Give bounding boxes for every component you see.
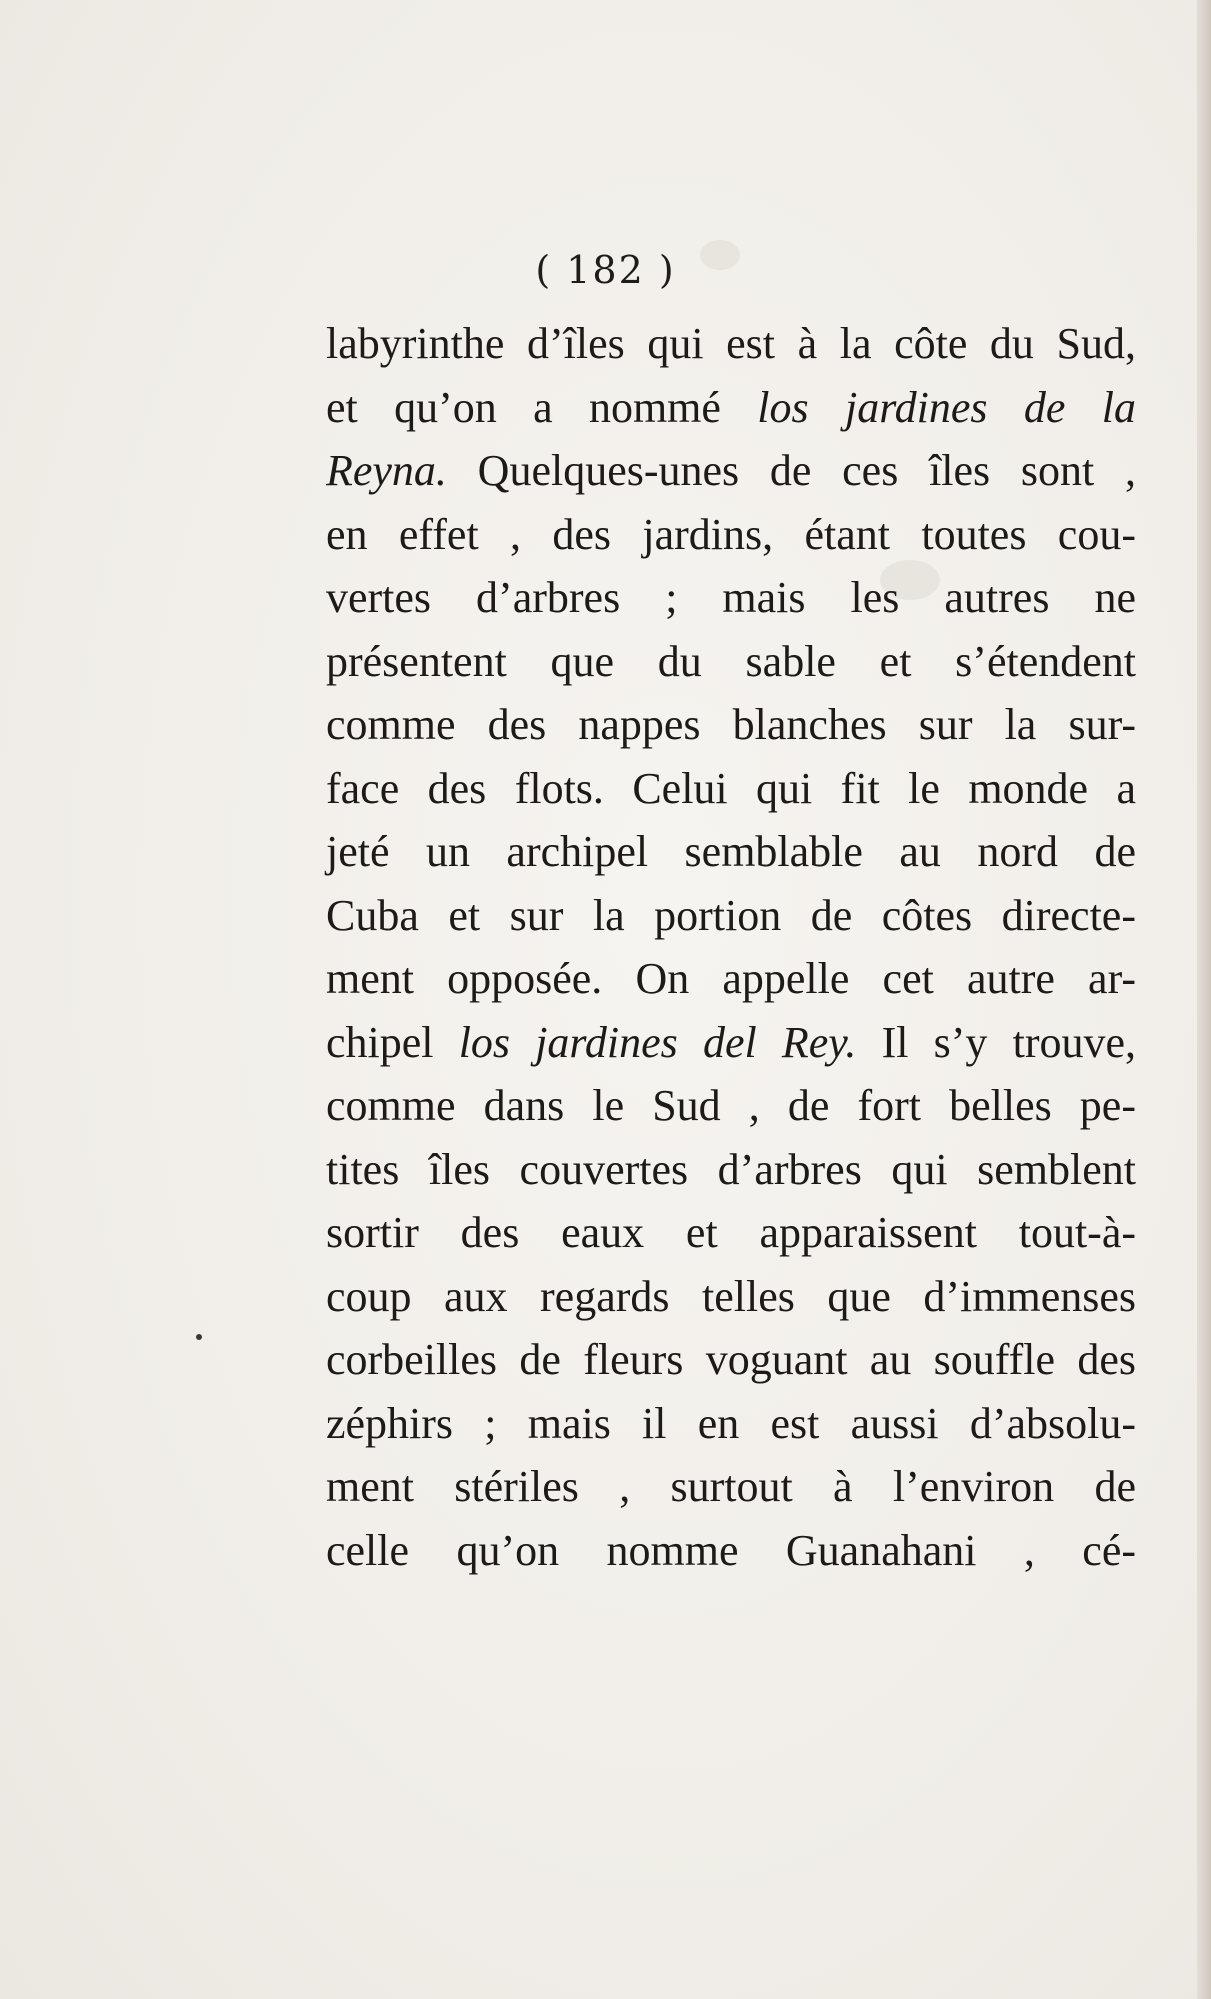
text-segment: Cuba et sur la portion de côtes directe- bbox=[326, 890, 1136, 940]
text-segment: comme des nappes blanches sur la sur- bbox=[326, 700, 1136, 749]
text-line bbox=[326, 1328, 1136, 1392]
text-line bbox=[326, 820, 1136, 884]
text-segment: vertes d’arbres ; mais les autres ne bbox=[326, 573, 1136, 622]
text-line bbox=[326, 693, 1136, 757]
text-segment: et qu’on a nommé bbox=[326, 382, 758, 432]
text-line bbox=[326, 439, 1136, 503]
text-line bbox=[326, 503, 1136, 567]
italic-text-segment: los jardines de la bbox=[757, 382, 1136, 432]
text-line bbox=[326, 1392, 1136, 1456]
page-edge-shadow bbox=[1197, 0, 1211, 1999]
text-line bbox=[326, 1138, 1136, 1202]
text-segment: face des flots. Celui qui fit le monde a bbox=[326, 763, 1136, 813]
text-line bbox=[326, 376, 1136, 440]
margin-ink-dot bbox=[196, 1334, 202, 1340]
text-segment: celle qu’on nomme Guanahani , cé- bbox=[326, 1525, 1136, 1575]
text-segment: présentent que du sable et s’étendent bbox=[326, 636, 1136, 686]
text-segment: comme dans le Sud , de fort belles pe- bbox=[326, 1081, 1136, 1130]
body-text bbox=[326, 312, 1136, 1582]
text-segment: coup aux regards telles que d’immenses bbox=[326, 1271, 1136, 1321]
text-segment: ment opposée. On appelle cet autre ar- bbox=[326, 954, 1136, 1003]
text-segment: Il s’y trouve, bbox=[856, 1017, 1137, 1067]
italic-text-segment: los jardines del Rey. bbox=[458, 1017, 857, 1067]
page-number: ( 182 ) bbox=[535, 248, 676, 292]
text-line bbox=[326, 312, 1136, 376]
text-segment: sortir des eaux et apparaissent tout-à- bbox=[326, 1208, 1136, 1257]
text-line bbox=[326, 1074, 1136, 1138]
text-segment: chipel bbox=[326, 1017, 459, 1067]
text-line bbox=[326, 1201, 1136, 1265]
text-segment: ment stériles , surtout à l’environ de bbox=[326, 1462, 1136, 1511]
text-line bbox=[326, 757, 1136, 821]
text-line bbox=[326, 1011, 1136, 1075]
text-line bbox=[326, 1455, 1136, 1519]
text-line bbox=[326, 1519, 1136, 1583]
text-segment: corbeilles de fleurs voguant au souffle des bbox=[326, 1335, 1136, 1384]
text-line bbox=[326, 947, 1136, 1011]
text-line bbox=[326, 1265, 1136, 1329]
text-segment: en effet , des jardins, étant toutes cou- bbox=[326, 509, 1136, 559]
text-segment: tites îles couvertes d’arbres qui semblent bbox=[326, 1144, 1136, 1194]
text-segment: labyrinthe d’îles qui est à la côte du Sud, bbox=[326, 319, 1136, 368]
text-line bbox=[326, 884, 1136, 948]
text-segment: Quelques-unes de ces îles sont , bbox=[446, 446, 1136, 495]
text-segment: jeté un archipel semblable au nord de bbox=[326, 827, 1136, 876]
text-segment: zéphirs ; mais il en est aussi d’absolu- bbox=[326, 1398, 1136, 1448]
italic-text-segment: Reyna. bbox=[326, 446, 447, 495]
text-line bbox=[326, 566, 1136, 630]
text-line bbox=[326, 630, 1136, 694]
